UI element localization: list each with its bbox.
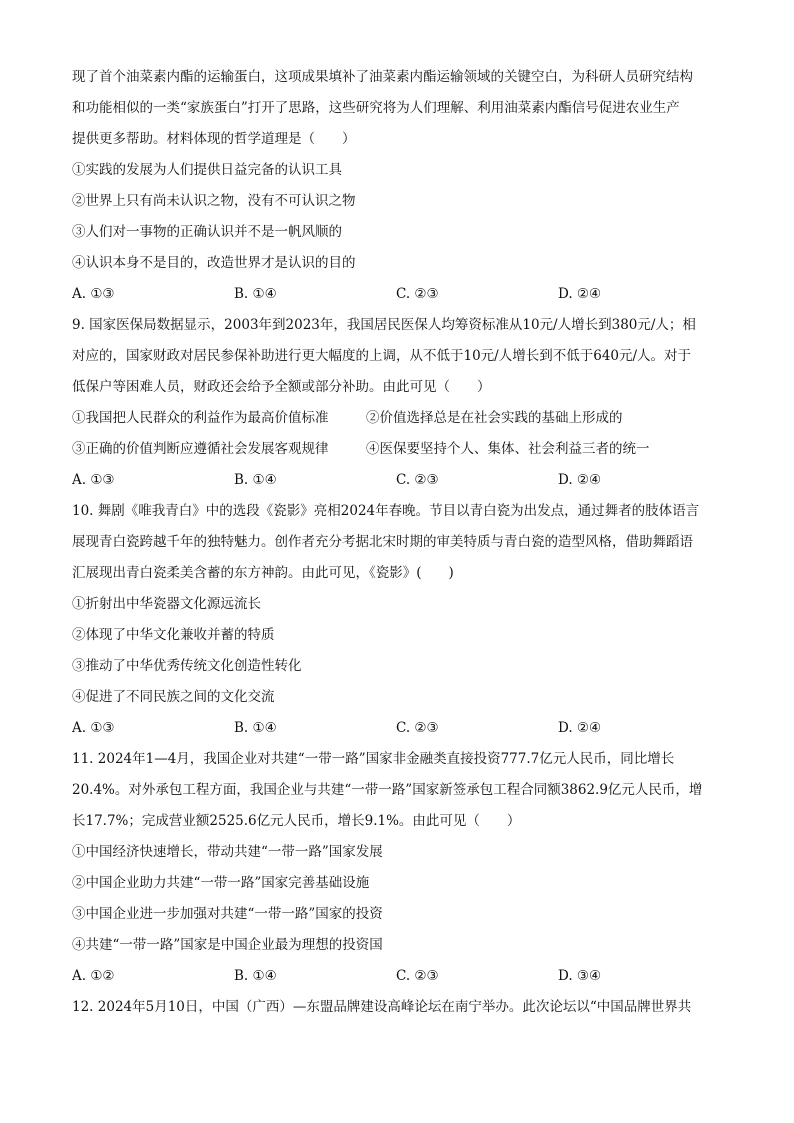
- statement-item: ④医保要坚持个人、集体、社会利益三者的统一: [366, 441, 650, 457]
- statement-item: ④促进了不同民族之间的文化交流: [72, 689, 275, 705]
- question-11: [72, 744, 722, 992]
- question-8: [72, 62, 722, 310]
- option-b: B. ①④: [234, 286, 277, 302]
- statement-item-pair: [72, 434, 722, 465]
- option-a: A. ①②: [72, 968, 115, 984]
- statement-item: ①我国把人民群众的利益作为最高价值标准: [72, 410, 329, 426]
- statement-item: ②价值选择总是在社会实践的基础上形成的: [366, 410, 623, 426]
- question-stem-line: 现了首个油菜素内酯的运输蛋白，这项成果填补了油菜素内酯运输领域的关键空白，为科研人员研究结构: [72, 69, 693, 85]
- option-b: B. ①④: [234, 472, 277, 488]
- statement-item: ③人们对一事物的正确认识并不是一帆风顺的: [72, 224, 342, 240]
- question-stem-line: 9. 国家医保局数据显示，2003年到2023年，我国居民医保人均筹资标准从10元/人增长到380元/人；相: [72, 317, 696, 333]
- statement-item: ③正确的价值判断应遵循社会发展客观规律: [72, 441, 329, 457]
- question-10: [72, 496, 722, 744]
- statement-item: ①中国经济快速增长，带动共建“一带一路”国家发展: [72, 844, 383, 860]
- question-stem-line: 11. 2024年1—4月，我国企业对共建“一带一路”国家非金融类直接投资777.7亿元人民币，同比增长: [72, 751, 675, 767]
- question-stem-line: 长17.7%；完成营业额2525.6亿元人民币，增长9.1%。由此可见（ ）: [72, 813, 521, 829]
- option-b: B. ①④: [234, 720, 277, 736]
- answer-options: [72, 465, 722, 496]
- statement-item: ②中国企业助力共建“一带一路”国家完善基础设施: [72, 875, 370, 891]
- statement-item: ①实践的发展为人们提供日益完备的认识工具: [72, 162, 342, 178]
- answer-options: [72, 961, 722, 992]
- question-stem-line: 10. 舞剧《唯我青白》中的选段《瓷影》亮相2024年春晚。节目以青白瓷为出发点，通过舞者的肢体语言: [72, 503, 700, 519]
- statement-item: ③推动了中华优秀传统文化创造性转化: [72, 658, 302, 674]
- question-stem-line: 20.4%。对外承包工程方面，我国企业与共建“一带一路”国家新签承包工程合同额3862.9亿元人民币，增: [72, 782, 703, 798]
- question-stem-line: 展现青白瓷跨越千年的独特魅力。创作者充分考据北宋时期的审美特质与青白瓷的造型风格，借助舞蹈语: [72, 534, 693, 550]
- question-stem-line: 汇展现出青白瓷柔美含蓄的东方神韵。由此可见，《瓷影》( ): [72, 565, 454, 581]
- option-d: D. ②④: [558, 720, 602, 736]
- question-stem-line: 对应的，国家财政对居民参保补助进行更大幅度的上调，从不低于10元/人增长到不低于640元/人。对于: [72, 348, 692, 364]
- question-12: [72, 992, 722, 1023]
- question-9: [72, 310, 722, 496]
- option-d: D. ②④: [558, 472, 602, 488]
- question-stem-line: 和功能相似的一类“家族蛋白”打开了思路，这些研究将为人们理解、利用油菜素内酯信号促进农业生产: [72, 100, 680, 116]
- option-a: A. ①③: [72, 720, 115, 736]
- answer-options: [72, 279, 722, 310]
- statement-item: ④共建“一带一路”国家是中国企业最为理想的投资国: [72, 937, 383, 953]
- statement-item: ④认识本身不是目的，改造世界才是认识的目的: [72, 255, 356, 271]
- question-stem-line: 低保户等困难人员，财政还会给予全额或部分补助。由此可见（ ）: [72, 379, 491, 395]
- answer-options: [72, 713, 722, 744]
- exam-page: [72, 62, 722, 1023]
- option-b: B. ①④: [234, 968, 277, 984]
- question-stem-line: 12. 2024年5月10日，中国（广西）—东盟品牌建设高峰论坛在南宁举办。此次论坛以“中国品牌世界共: [72, 999, 692, 1015]
- option-c: C. ②③: [396, 472, 439, 488]
- statement-item: ①折射出中华瓷器文化源远流长: [72, 596, 261, 612]
- statement-item-pair: [72, 403, 722, 434]
- statement-item: ②世界上只有尚未认识之物，没有不可认识之物: [72, 193, 356, 209]
- option-c: C. ②③: [396, 286, 439, 302]
- statement-item: ②体现了中华文化兼收并蓄的特质: [72, 627, 275, 643]
- option-d: D. ②④: [558, 286, 602, 302]
- statement-item: ③中国企业进一步加强对共建“一带一路”国家的投资: [72, 906, 383, 922]
- option-c: C. ②③: [396, 968, 439, 984]
- option-c: C. ②③: [396, 720, 439, 736]
- option-a: A. ①③: [72, 472, 115, 488]
- option-d: D. ③④: [558, 968, 602, 984]
- option-a: A. ①③: [72, 286, 115, 302]
- question-stem-line: 提供更多帮助。材料体现的哲学道理是（ ）: [72, 131, 356, 147]
